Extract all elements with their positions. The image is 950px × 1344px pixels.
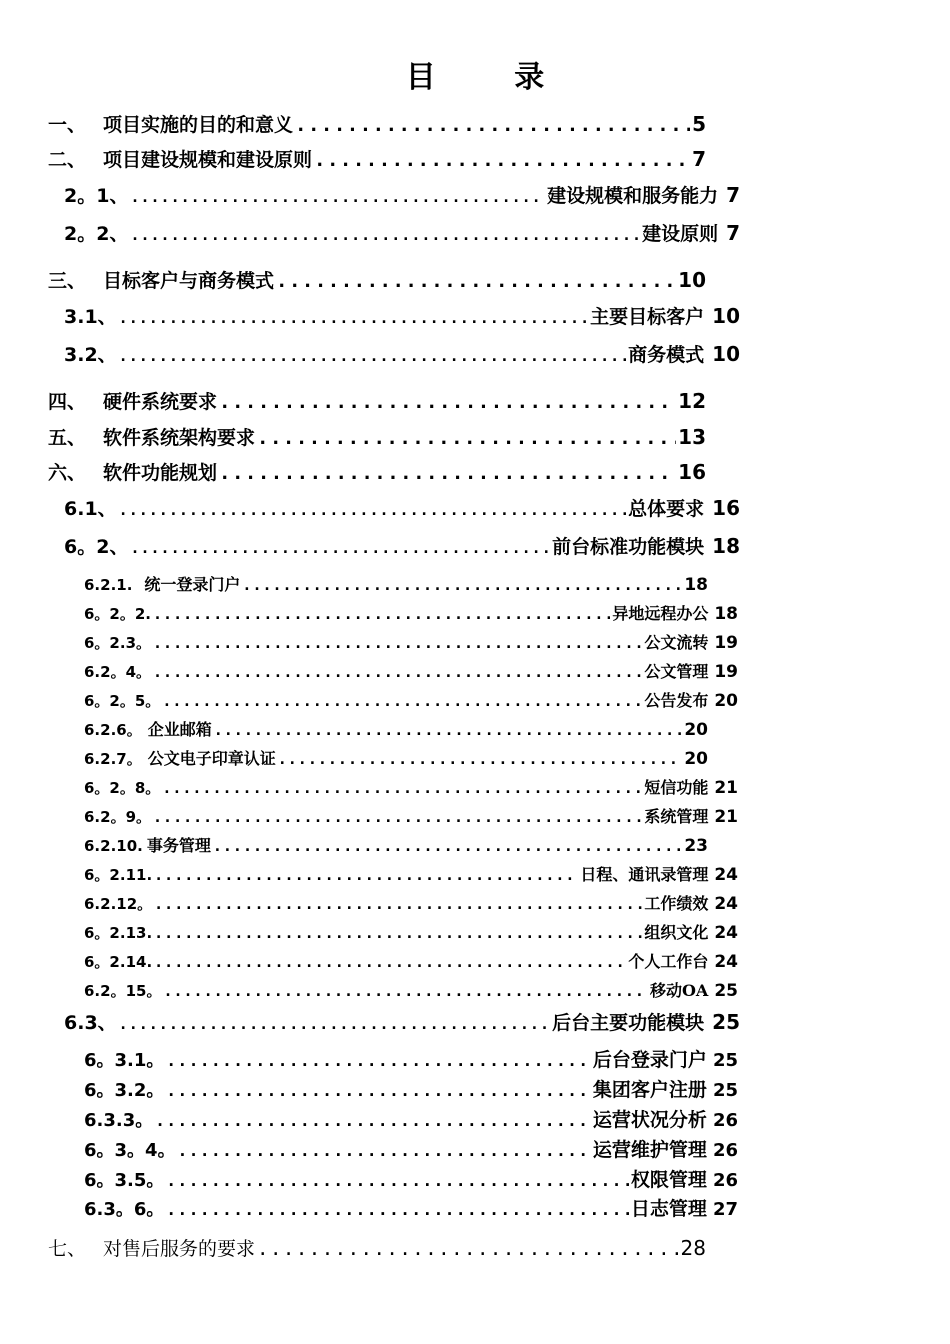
toc-entry-label: 个人工作台 [628, 952, 709, 971]
toc-entry-page: 12 [678, 389, 706, 413]
toc-entry-label: 日程、通讯录管理 [580, 865, 709, 884]
toc-entry-number: 6。2.3。 [84, 634, 152, 652]
toc-entry-number: 6。3.2。 [84, 1080, 165, 1101]
toc-entry-page: 10 [712, 304, 740, 328]
toc-entry-page: 28 [680, 1236, 706, 1260]
toc-entry-label: 公文管理 [644, 662, 709, 681]
toc-leader-dots [213, 837, 682, 855]
toc-leader-dots [278, 750, 683, 768]
toc-leader-dots [153, 634, 642, 652]
toc-entry-number: 6.2。4。 [84, 663, 152, 681]
toc-leader-dots [276, 270, 676, 292]
toc-leader-dots [153, 663, 642, 681]
toc-entry-number: 五、 [48, 427, 87, 449]
toc-entry-label: 权限管理 [630, 1169, 707, 1191]
toc-entry-number: 六、 [48, 462, 87, 484]
toc-entry-page: 26 [712, 1140, 738, 1161]
toc-entry-label: 短信功能 [644, 778, 709, 797]
toc-entry-subsection-6-3-6[interactable] [84, 1194, 738, 1221]
toc-entry-number: 6.3.3。 [84, 1110, 154, 1131]
toc-entry-number: 6.1、 [64, 498, 117, 520]
toc-entry-page: 24 [714, 894, 738, 914]
toc-entry-label: 项目建设规模和建设原则 [103, 149, 313, 171]
toc-entry-chapter-1[interactable] [48, 110, 706, 137]
toc-leader-dots [154, 953, 626, 971]
toc-entry-label: 运营维护管理 [592, 1139, 707, 1161]
toc-entry-page: 18 [714, 604, 738, 624]
toc-entry-label: 目标客户与商务模式 [103, 270, 275, 292]
toc-entry-page: 25 [712, 1050, 738, 1071]
toc-entry-subsection-6-3-5[interactable] [84, 1165, 738, 1192]
toc-leader-dots [163, 982, 648, 1000]
toc-entry-section-6-2[interactable] [64, 532, 740, 559]
toc-entry-page: 16 [712, 496, 740, 520]
toc-entry-number: 三、 [48, 270, 87, 292]
toc-entry-page: 19 [714, 662, 738, 682]
toc-entry-label: 前台标准功能模块 [552, 536, 705, 558]
toc-leader-dots [154, 866, 578, 884]
toc-entry-subsection-6-2-12[interactable] [84, 891, 738, 914]
toc-entry-number: 6。2、 [64, 536, 129, 558]
toc-entry-label: 建设原则 [642, 223, 719, 245]
toc-entry-number: 6。2。8。 [84, 779, 161, 797]
toc-entry-number: 6。3.5。 [84, 1170, 165, 1191]
toc-entry-number: 3.2、 [64, 344, 117, 366]
toc-entry-label: 集团客户注册 [592, 1079, 707, 1101]
toc-entry-label: 日志管理 [630, 1198, 707, 1220]
toc-entry-section-3-2[interactable] [64, 340, 740, 367]
toc-entry-label: 总体要求 [628, 498, 705, 520]
toc-entry-number: 6.2.12。 [84, 895, 153, 913]
toc-leader-dots [166, 1081, 591, 1100]
toc-entry-label: 工作绩效 [644, 894, 709, 913]
toc-leader-dots [214, 721, 683, 739]
toc-entry-label: 后台登录门户 [592, 1049, 707, 1071]
toc-entry-label: 运营状况分析 [592, 1109, 707, 1131]
toc-leader-dots [162, 692, 642, 710]
toc-entry-number: 6。3。4。 [84, 1140, 176, 1161]
toc-leader-dots [154, 895, 642, 913]
toc-entry-number: 6。2.13. [84, 924, 153, 942]
toc-entry-number: 二、 [48, 149, 87, 171]
toc-entry-number: 6.2.10. [84, 837, 143, 855]
toc-entry-subsection-6-2-8[interactable] [84, 775, 738, 798]
toc-entry-page: 20 [714, 691, 738, 711]
toc-entry-number: 6。2.11. [84, 866, 153, 884]
toc-entry-page: 21 [714, 778, 738, 798]
toc-entry-page: 7 [692, 147, 706, 171]
toc-entry-section-2-1[interactable] [64, 181, 740, 208]
toc-entry-subsection-6-2-4[interactable] [84, 659, 738, 682]
toc-entry-number: 6.2。15。 [84, 982, 162, 1000]
toc-entry-page: 18 [712, 534, 740, 558]
toc-entry-label: 企业邮箱 [147, 720, 212, 739]
toc-entry-subsection-6-2-5[interactable] [84, 688, 738, 711]
toc-entry-page: 20 [684, 720, 708, 740]
toc-entry-number: 6。2。2. [84, 605, 152, 623]
toc-entry-subsection-6-3-2[interactable] [84, 1075, 738, 1102]
toc-entry-subsection-6-2-11[interactable] [84, 862, 738, 885]
toc-entry-page: 13 [678, 425, 706, 449]
toc-leader-dots [130, 539, 550, 557]
toc-entry-label: 统一登录门户 [144, 575, 241, 594]
toc-entry-page: 19 [714, 633, 738, 653]
toc-entry-chapter-5[interactable] [48, 423, 706, 450]
toc-entry-label: 公文流转 [644, 633, 709, 652]
toc-entry-number: 6.2。9。 [84, 808, 152, 826]
toc-entry-subsection-6-2-2[interactable] [84, 601, 738, 624]
toc-entry-subsection-6-2-15[interactable] [84, 978, 738, 1001]
toc-entry-page: 10 [678, 268, 706, 292]
toc-entry-chapter-3[interactable] [48, 266, 706, 293]
toc-leader-dots [257, 427, 676, 449]
toc-leader-dots [119, 309, 588, 327]
toc-entry-number: 3.1、 [64, 306, 117, 328]
toc-entry-label: 系统管理 [644, 807, 709, 826]
toc-entry-page: 23 [684, 836, 708, 856]
toc-entry-number: 2。2、 [64, 223, 129, 245]
toc-leader-dots [155, 1111, 591, 1130]
toc-entry-page: 25 [714, 981, 738, 1001]
toc-entry-number: 一、 [48, 114, 87, 136]
toc-leader-dots [130, 226, 640, 244]
toc-entry-subsection-6-2-7[interactable] [84, 746, 708, 769]
toc-entry-page: 5 [692, 112, 706, 136]
toc-leader-dots [153, 605, 610, 623]
toc-leader-dots [219, 462, 676, 484]
toc-entry-subsection-6-2-10[interactable] [84, 833, 708, 856]
toc-entry-subsection-6-3-3[interactable] [84, 1105, 738, 1132]
toc-entry-number: 2。1、 [64, 185, 129, 207]
toc-entry-page: 16 [678, 460, 706, 484]
toc-entry-page: 24 [714, 952, 738, 972]
toc-entry-page: 20 [684, 749, 708, 769]
toc-entry-number: 七、 [48, 1238, 87, 1260]
toc-leader-dots [257, 1238, 679, 1260]
toc-entry-page: 10 [712, 342, 740, 366]
toc-entry-number: 四、 [48, 391, 87, 413]
toc-entry-section-6-3[interactable] [64, 1008, 740, 1035]
toc-title: 目 录 [405, 60, 579, 95]
toc-entry-label: 软件系统架构要求 [103, 427, 256, 449]
toc-entry-subsection-6-3-4[interactable] [84, 1135, 738, 1162]
toc-entry-subsection-6-2-14[interactable] [84, 949, 738, 972]
toc-leader-dots [153, 808, 642, 826]
toc-entry-label: 建设规模和服务能力 [547, 185, 719, 207]
toc-entry-label: 项目实施的目的和意义 [103, 114, 294, 136]
toc-leader-dots [295, 114, 690, 136]
toc-entry-subsection-6-2-9[interactable] [84, 804, 738, 827]
toc-entry-page: 21 [714, 807, 738, 827]
toc-leader-dots [162, 779, 642, 797]
toc-entry-label: 事务管理 [146, 836, 211, 855]
toc-entry-number: 6。2.14. [84, 953, 153, 971]
toc-leader-dots [219, 391, 676, 413]
toc-entry-label: 异地远程办公 [612, 604, 709, 623]
toc-entry-label: 商务模式 [628, 344, 705, 366]
toc-entry-page: 7 [726, 221, 740, 245]
toc-entry-subsection-6-2-6[interactable] [84, 717, 708, 740]
toc-entry-number: 6。3.1。 [84, 1050, 165, 1071]
toc-entry-label: 移动OA [649, 981, 709, 1000]
toc-entry-label: 硬件系统要求 [103, 391, 218, 413]
toc-entry-subsection-6-3-1[interactable] [84, 1045, 738, 1072]
toc-entry-page: 25 [712, 1010, 740, 1034]
toc-entry-subsection-6-2-13[interactable] [84, 920, 738, 943]
toc-entry-page: 24 [714, 923, 738, 943]
toc-entry-page: 26 [712, 1110, 738, 1131]
toc-leader-dots [154, 924, 642, 942]
toc-entry-number: 6.2.6。 [84, 721, 142, 739]
toc-leader-dots [314, 149, 690, 171]
toc-leader-dots [166, 1171, 629, 1190]
toc-entry-number: 6.3。6。 [84, 1199, 165, 1220]
toc-entry-number: 6.3、 [64, 1012, 117, 1034]
toc-leader-dots [166, 1200, 629, 1219]
toc-leader-dots [119, 1015, 550, 1033]
toc-leader-dots [242, 576, 682, 594]
toc-entry-subsection-6-2-1[interactable] [84, 572, 708, 595]
toc-entry-subsection-6-2-3[interactable] [84, 630, 738, 653]
toc-entry-label: 软件功能规划 [103, 462, 218, 484]
toc-leader-dots [178, 1141, 591, 1160]
toc-entry-chapter-6[interactable] [48, 458, 706, 485]
toc-entry-page: 26 [712, 1170, 738, 1191]
toc-leader-dots [166, 1051, 591, 1070]
toc-entry-page: 7 [726, 183, 740, 207]
toc-entry-label: 后台主要功能模块 [552, 1012, 705, 1034]
toc-entry-chapter-7[interactable] [48, 1234, 706, 1261]
toc-entry-page: 24 [714, 865, 738, 885]
toc-entry-label: 对售后服务的要求 [103, 1238, 256, 1260]
toc-entry-label: 主要目标客户 [590, 306, 705, 328]
toc-entry-page: 27 [712, 1199, 738, 1220]
toc-entry-label: 公文电子印章认证 [147, 749, 276, 768]
toc-entry-page: 25 [712, 1080, 738, 1101]
toc-entry-section-2-2[interactable] [64, 219, 740, 246]
toc-entry-chapter-2[interactable] [48, 145, 706, 172]
toc-entry-chapter-4[interactable] [48, 387, 706, 414]
toc-entry-section-6-1[interactable] [64, 494, 740, 521]
toc-entry-section-3-1[interactable] [64, 302, 740, 329]
toc-entry-number: 6.2.7。 [84, 750, 142, 768]
toc-leader-dots [119, 347, 626, 365]
toc-entry-page: 18 [684, 575, 708, 595]
toc-entry-label: 组织文化 [644, 923, 709, 942]
toc-leader-dots [130, 188, 545, 206]
toc-entry-label: 公告发布 [644, 691, 709, 710]
toc-leader-dots [119, 501, 626, 519]
toc-entry-number: 6。2。5。 [84, 692, 161, 710]
toc-entry-number: 6.2.1. [84, 576, 133, 594]
